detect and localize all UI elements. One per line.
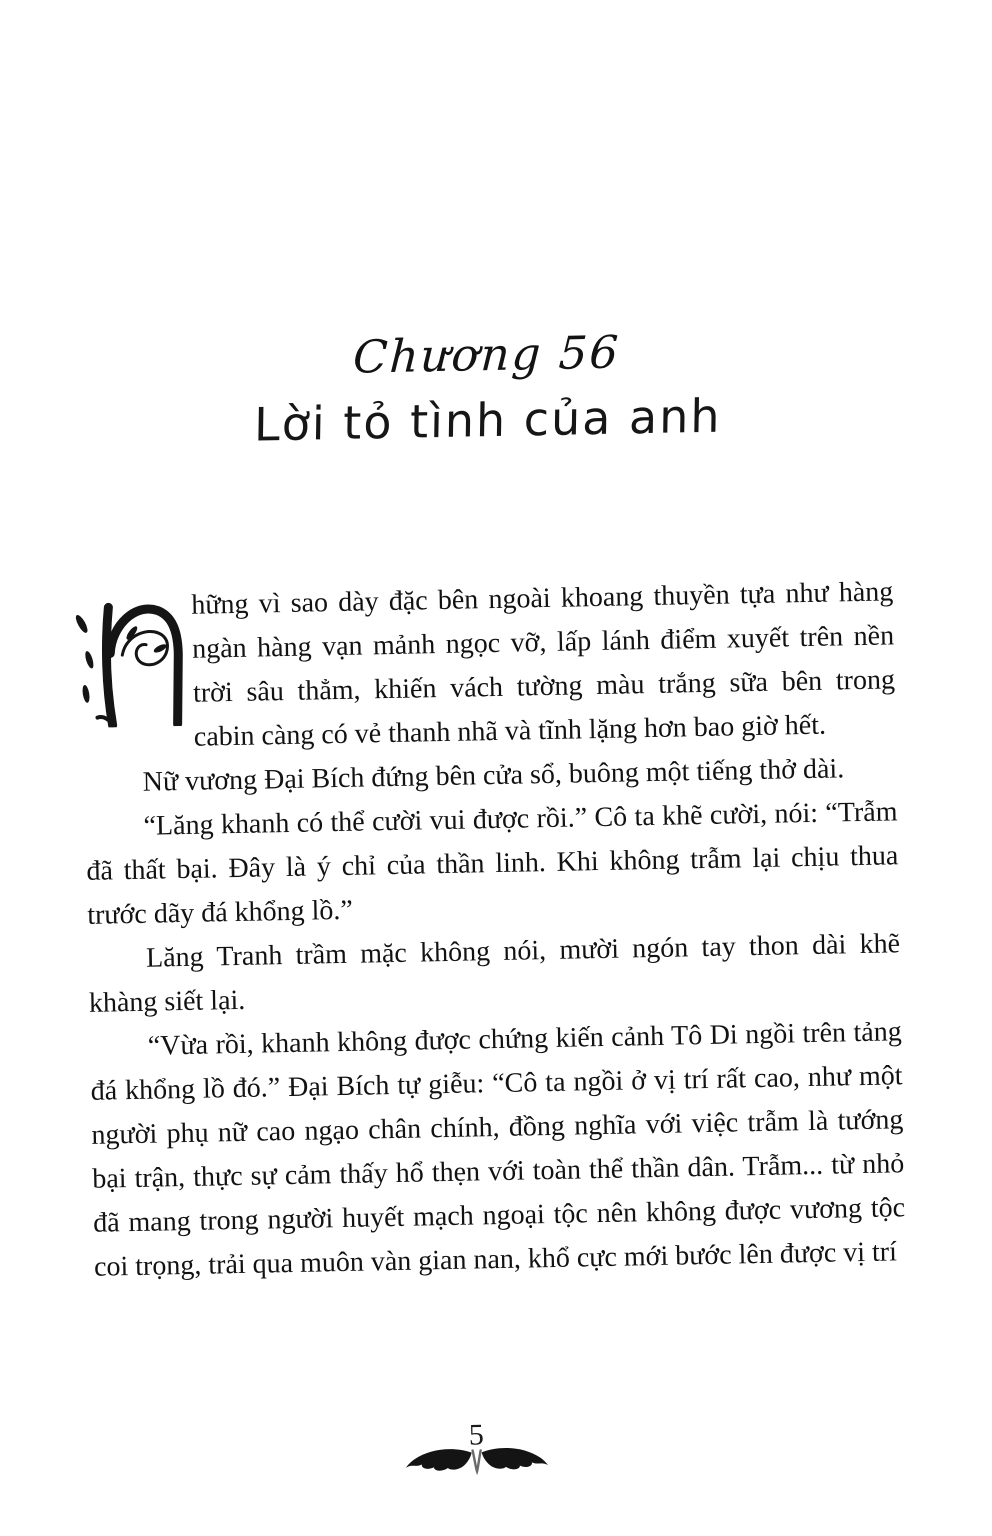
paragraph xyxy=(88,922,902,1026)
body-text xyxy=(81,570,906,1289)
chapter-header xyxy=(0,319,984,457)
paragraph-text: Lăng Tranh trầm mặc không nói, mười ngón tay thon dài khẽ khàng siết lại. xyxy=(88,928,901,1019)
page-number: 5 xyxy=(468,1418,485,1452)
chapter-title: Lời tỏ tình của anh xyxy=(253,388,722,452)
paragraph-text: “Vừa rồi, khanh không được chứng kiến cảnh Tô Di ngồi trên tảng đá khổng lồ đó.” Đại Bích tự giễu: “Cô ta ngồi ở vị trí rất cao, như một người phụ nữ cao ngạo chân chính, đồng nghĩa với việc trẫm là tướng bại trận, thực sự cảm thấy hổ thẹn với toàn thể thần dân. Trẫm... từ nhỏ đã mang trong người huyết mạch ngoại tộc nên không được vương tộc coi trọng, trải qua muôn vàn gian nan, khổ cực mới bước lên được vị trí xyxy=(90,1016,906,1283)
paragraph xyxy=(89,1010,906,1290)
paragraph xyxy=(81,570,896,762)
ornate-floral-n-icon xyxy=(71,590,186,728)
paragraph xyxy=(85,790,899,938)
paragraph-text: Nữ vương Đại Bích đứng bên cửa sổ, buông một tiếng thở dài. xyxy=(142,753,845,798)
paragraph-text: “Lăng khanh có thể cười vui được rồi.” Cô ta khẽ cười, nói: “Trẫm đã thất bại. Đây là ý chỉ của thần linh. Khi không trẫm lại chịu thua trước dãy đá khổng lồ.” xyxy=(86,796,899,931)
chapter-number: Chương 56 xyxy=(351,325,622,384)
paragraph-text: hững vì sao dày đặc bên ngoài khoang thuyền tựa như hàng ngàn hàng vạn mảnh ngọc vỡ, lấp lánh điểm xuyết trên nền trời sâu thẳm, khiến vách tường màu trắng sữa bên trong cabin càng có vẻ thanh nhã và tĩnh lặng hơn bao giờ hết. xyxy=(191,576,896,753)
page-footer xyxy=(11,1410,992,1492)
